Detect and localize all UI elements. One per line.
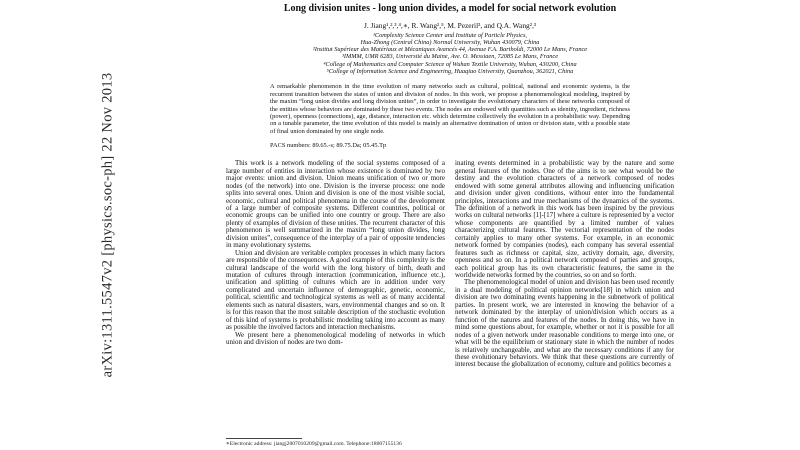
affiliation-line-3: ²Institut Supérieur des Matériaux et Mécaniques Avancés 44, Avenue F.A. Bartholdi, 72000 Le Mans, France [312,46,588,54]
paper-page [226,0,674,450]
body-paragraph: This work is a network modeling of the social systems composed of a large number of entities in interaction whose existence is dominated by two major events: union and division. Union means unification of two or more nodes (of the network) into one. Division is the inverse process: one node splits into several ones. Union and division is one of the most visible social, economic, cultural and political phenomena in the course of the development of a large number of composite systems. Different countries, political or economic groups can be unified into one country or group. There are also plenty of examples of division of these unities. The recurrent character of this phenomenon is well summarized in the maxim “long union divides, long division unites”, consequence of the interplay of a pair of opposite tendencies in many evolutionary systems. [226,159,445,250]
footnote-rule [226,438,302,439]
footnote [226,438,445,448]
affiliation-line-2: Hua-Zhong (Central China) Normal University, Wuhan 430079, China [360,38,540,46]
paper-title: Long division unites - long union divides, a model for social network evolution [283,3,617,14]
affiliations-block [226,32,674,76]
body-paragraph: The phenomenological model of union and division has been used recently in a dual modeling of political opinion networks[18] in which union and division are two dominating events happening in the subnetwork of political parties. In present work, we are interested in knowing the behavior of a network dominated by the interplay of union/division which occurs as a function of the natures and features of the nodes. In doing this, we have in mind some questions about, for example, whether or not it is possible for all nodes of a given network under reasonable conditions to merge into one, or what will be the equilibrium or stationary state in which the number of nodes is relatively unchangeable, and what are the necessary conditions if any for these evolutionary behaviors. We think that these questions are currently of interest because the globalization of economy, culture and politics becomes a [455,278,674,369]
authors-line: J. Jiang¹,²,³,⁴,∗, R. Wang²,⁵, M. Pezeril³, and Q.A. Wang²,³ [363,20,537,30]
footnote-text: ∗Electronic address: jiangj2007010209@gmail.com. Telephone:18007155136 [226,441,402,448]
affiliation-line-1: ¹Complexity Science Center and Institute of Particle Physics, [372,31,528,39]
pacs-line: PACS numbers: 89.65.-s; 89.75.Da; 05.45.Tp [270,142,387,150]
paper-abstract: A remarkable phenomenon in the time evolution of many networks such as cultural, political, national and economic systems, is the recurrent transition between the states of union and division of nodes. In this work, we propose a phenomenological modeling, inspired by the maxim “long union divides and long division unites”, in order to investigate the evolutionary characters of these networks composed of the entities whose behaviors are dominated by these two events. The nodes are endowed with quantities such as identity, ingredient, richness (power), openness (connections), age, distance, interaction etc. which determine collectively the evolution in a probabilistic way. Depending on a tunable parameter, the time evolution of this model is mainly an alternative domination of union or division state, with a possible state of final union dominated by one single node. [270,83,630,135]
two-column-body [226,160,674,369]
affiliation-line-5: ⁴College of Mathematics and Computer Science of Wuhan Textile University, Wuhan, 430200, China [323,60,577,68]
body-paragraph: Union and division are veritable complex processes in which many factors are responsible of the consequences. A good example of this complexity is the cultural landscape of the world with the long history of birth, death and mutation of cultures through interaction (communication, influence etc.), unification and splitting of cultures which are in addition under very complicated and uncertain influence of demographic, genetic, economic, political, scientific and technological systems as well as of many accidental elements such as natural disasters, wars, environmental changes and so on. It is for this reason that the most suitable description of the stochastic evolution of this kind of systems is probabilistic modeling taking into account as many as possible the involved factors and interaction mechanisms. [226,248,445,332]
affiliation-line-6: ⁵College of Information Science and Engineering, Huaqiao University, Quanzhou, 362021, China [326,67,574,75]
column-right [455,160,674,369]
body-paragraph: inating events determined in a probabilistic way by the nature and some general features of the nodes. One of the aims is to see what would be the destiny and the evolution characters of a network composed of nodes endowed with some general attributes allowing and influencing unification and division under given conditions, without enter into the fundamental principles, interactions and true mechanisms of the dynamics of the systems. The definition of a network in this work has been inspired by the previous works on cultural networks [1]-[17] where a culture is represented by a vector whose components are quantified by a limited number of values characterizing cultural features. The vectorial representation of the nodes certainly applies to many other systems. For example, in an economic network formed by companies (nodes), each company has several essential features such as richness or capital, size, activity domain, age, diversity, openness and so on. In a political network composed of parties and groups, each political group has its own characteristic features, the same in the worldwide networks formed by the countries, so on and so forth. [455,159,674,280]
column-left [226,160,445,369]
body-paragraph: We present here a phenomenological modeling of networks in which union and division of nodes are two dom- [226,330,445,347]
affiliation-line-4: ³IMMM, UMR 6283, Université du Maine, Ave. O. Messiaen, 72085 Le Mans, France [342,53,558,61]
arxiv-watermark: arXiv:1311.5547v2 [physics.soc-ph] 22 Nov 2013 [99,72,116,378]
